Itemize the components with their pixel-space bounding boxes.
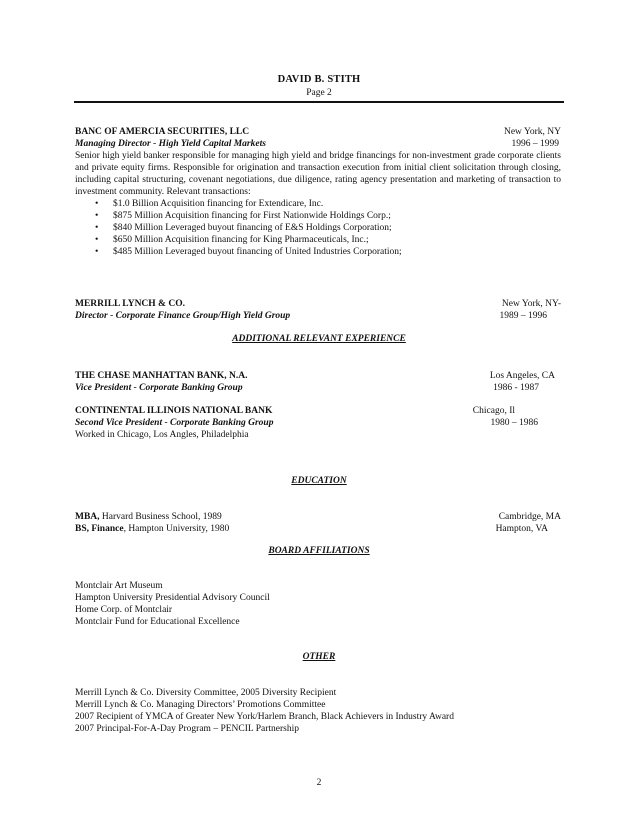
merrill-org: MERRILL LYNCH & CO. (75, 299, 185, 309)
chase-title: Vice President - Corporate Banking Group (75, 383, 243, 393)
boa-title-row (75, 138, 561, 150)
education-mba-row (75, 511, 561, 523)
list-item: Montclair Art Museum (75, 581, 163, 591)
list-item: • $840 Million Leveraged buyout financing of E&S Holdings Corporation; (75, 222, 561, 234)
merrill-title-row (75, 310, 561, 322)
header-rule (74, 101, 564, 103)
list-item: Montclair Fund for Educational Excellence (75, 617, 240, 627)
chase-org-row (75, 370, 561, 382)
bs-detail: , Hampton University, 1980 (123, 524, 230, 534)
merrill-title: Director - Corporate Finance Group/High Yield Group (75, 311, 291, 321)
chase-org: THE CHASE MANHATTAN BANK, N.A. (75, 371, 248, 381)
continental-org: CONTINENTAL ILLINOIS NATIONAL BANK (75, 406, 273, 416)
bs-location: Hampton, VA (495, 524, 548, 534)
list-item: Merrill Lynch & Co. Managing Directors’ Promotions Committee (75, 700, 326, 710)
continental-org-row (75, 405, 561, 417)
mba-detail: Harvard Business School, 1989 (99, 512, 222, 522)
merrill-org-row (75, 298, 561, 310)
mba-location: Cambridge, MA (498, 512, 561, 522)
chase-location: Los Angeles, CA (489, 371, 555, 381)
chase-title-row (75, 382, 561, 394)
list-item: • $875 Million Acquisition financing for First Nationwide Holdings Corp.; (75, 210, 561, 222)
list-item: Merrill Lynch & Co. Diversity Committee, 2005 Diversity Recipient (75, 688, 337, 698)
education-bs-row (75, 523, 561, 535)
resume-name: DAVID B. STITH (277, 74, 361, 85)
board-list (75, 580, 561, 628)
list-item: • $1.0 Billion Acquisition financing for Extendicare, Inc. (75, 198, 561, 210)
continental-title: Second Vice President - Corporate Banking Group (75, 418, 274, 428)
merrill-dates: 1989 – 1996 (499, 311, 547, 321)
list-item: Home Corp. of Montclair (75, 605, 173, 615)
list-item: 2007 Principal-For-A-Day Program – PENCIL Partnership (75, 724, 299, 734)
page-label: Page 2 (306, 88, 332, 98)
bs-degree: BS, Finance (75, 524, 124, 534)
boa-description: Senior high yield banker responsible for managing high yield and bridge financings for non-investment grade corporate clients and private equity firms. Responsible for origination and transaction execution from initial client solicitation through closing, including capital structuring, covenant negotiations, due diligence, rating agency presentation and marketing of transaction to investment community. Relevant transactions: (75, 151, 561, 197)
section-heading-additional: ADDITIONAL RELEVANT EXPERIENCE (232, 334, 406, 344)
boa-location: New York, NY (503, 127, 561, 137)
list-item: 2007 Recipient of YMCA of Greater New York/Harlem Branch, Black Achievers in Industry Award (75, 712, 454, 722)
list-item: • $485 Million Leveraged buyout financing of United Industries Corporation; (75, 246, 561, 258)
section-heading-board: BOARD AFFILIATIONS (268, 546, 370, 556)
other-list (75, 687, 561, 735)
section-heading-education: EDUCATION (291, 476, 347, 486)
list-item: • $650 Million Acquisition financing for King Pharmaceuticals, Inc.; (75, 234, 561, 246)
chase-dates: 1986 - 1987 (493, 383, 539, 393)
section-heading-other: OTHER (302, 652, 336, 662)
boa-org: BANC OF AMERCIA SECURITIES, LLC (75, 127, 250, 137)
page-number: 2 (316, 778, 322, 788)
boa-transactions (75, 198, 561, 258)
continental-note: Worked in Chicago, Los Angles, Philadelphia (75, 430, 249, 440)
continental-dates: 1980 – 1986 (490, 418, 538, 428)
continental-title-row (75, 417, 561, 429)
mba-degree: MBA, (75, 512, 100, 522)
list-item: Hampton University Presidential Advisory Council (75, 593, 270, 603)
merrill-location: New York, NY- (501, 299, 561, 309)
continental-location: Chicago, Il (472, 406, 515, 416)
boa-org-row (75, 126, 561, 138)
boa-title: Managing Director - High Yield Capital Markets (75, 139, 266, 149)
boa-dates: 1996 – 1999 (511, 139, 559, 149)
